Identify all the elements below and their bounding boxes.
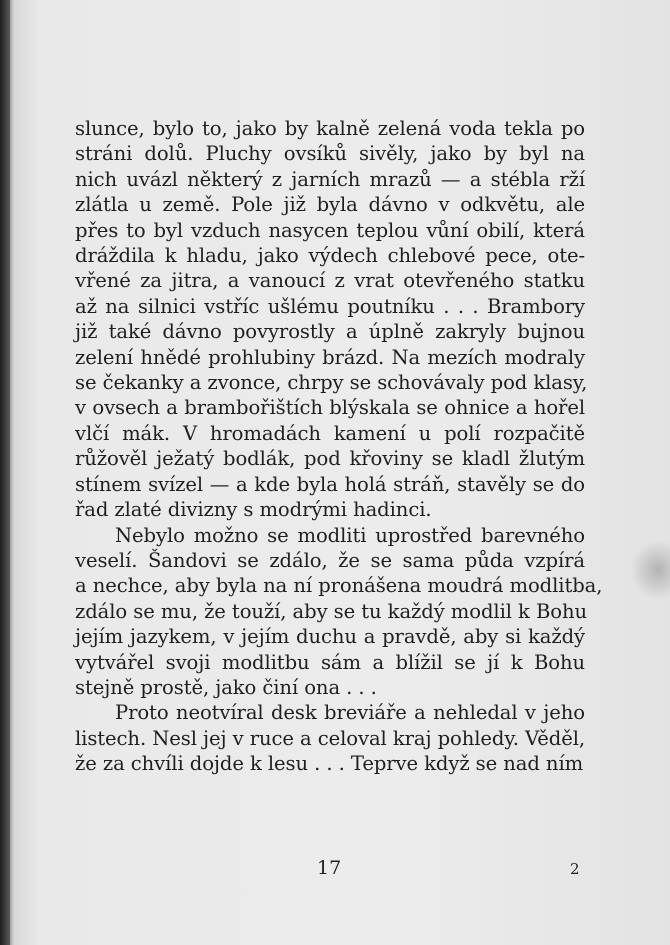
text-line: veselí. Šandovi se zdálo, že se sama půda vzpírá bbox=[75, 548, 585, 572]
text-line: vytvářel svoji modlitbu sám a blížil se jí k Bohu bbox=[75, 650, 585, 674]
text-line: jejím jazykem, v jejím duchu a pravdě, aby si každý bbox=[75, 625, 585, 649]
body-text bbox=[75, 116, 603, 777]
text-line: řad zlaté divizny s modrými hadinci. bbox=[75, 498, 432, 522]
signature-mark: 2 bbox=[570, 860, 580, 878]
page-smudge bbox=[630, 540, 670, 600]
text-line: listech. Nesl jej v ruce a celoval kraj pohledy. Věděl, bbox=[75, 726, 585, 750]
text-line: Nebylo možno se modliti uprostřed barevného bbox=[115, 523, 585, 547]
text-line: v ovsech a brambořištích blýskala se ohnice a hořel bbox=[75, 396, 585, 420]
text-line: dráždila k hladu, jako výdech chlebové pece, ote- bbox=[75, 244, 585, 268]
text-line: stejně prostě, jako činí ona . . . bbox=[75, 675, 377, 699]
text-line: zdálo se mu, že touží, aby se tu každý modlil k Bohu bbox=[75, 599, 587, 623]
text-line: stráni dolů. Pluchy ovsíků sivěly, jako by byl na bbox=[75, 142, 585, 166]
text-line: nich uvázl některý z jarních mrazů — a stébla rží bbox=[75, 167, 585, 191]
text-line: již také dávno povyrostly a úplně zakryly bujnou bbox=[75, 320, 585, 344]
text-line: růžověl ježatý bodlák, pod křoviny se kladl žlutým bbox=[75, 447, 585, 471]
text-line: až na silnici vstříc ušlému poutníku . . . Brambory bbox=[75, 294, 585, 318]
text-line: vřené za jitra, a vanoucí z vrat otevřeného statku bbox=[75, 269, 585, 293]
text-line: vlčí mák. V hromadách kamení u polí rozpačitě bbox=[75, 421, 585, 445]
text-line: zelení hnědé prohlubiny brázd. Na mezích modraly bbox=[75, 345, 585, 369]
text-line: Proto neotvíral desk breviáře a nehledal v jeho bbox=[115, 701, 585, 725]
text-line: se čekanky a zvonce, chrpy se schovávaly pod klasy, bbox=[75, 371, 588, 395]
text-line: a nechce, aby byla na ní pronášena moudrá modlitba, bbox=[75, 574, 603, 598]
text-line: stínem svízel — a kde byla holá stráň, stavěly se do bbox=[75, 472, 585, 496]
text-line: slunce, bylo to, jako by kalně zelená voda tekla po bbox=[75, 117, 585, 140]
page-number: 17 bbox=[317, 857, 342, 879]
text-line: zlátla u země. Pole již byla dávno v odkvětu, ale bbox=[75, 193, 585, 217]
text-line: že za chvíli dojde k lesu . . . Teprve když se nad ním bbox=[75, 752, 584, 776]
text-line: přes to byl vzduch nasycen teplou vůní obilí, která bbox=[75, 218, 585, 242]
book-spine-shadow bbox=[0, 0, 10, 945]
